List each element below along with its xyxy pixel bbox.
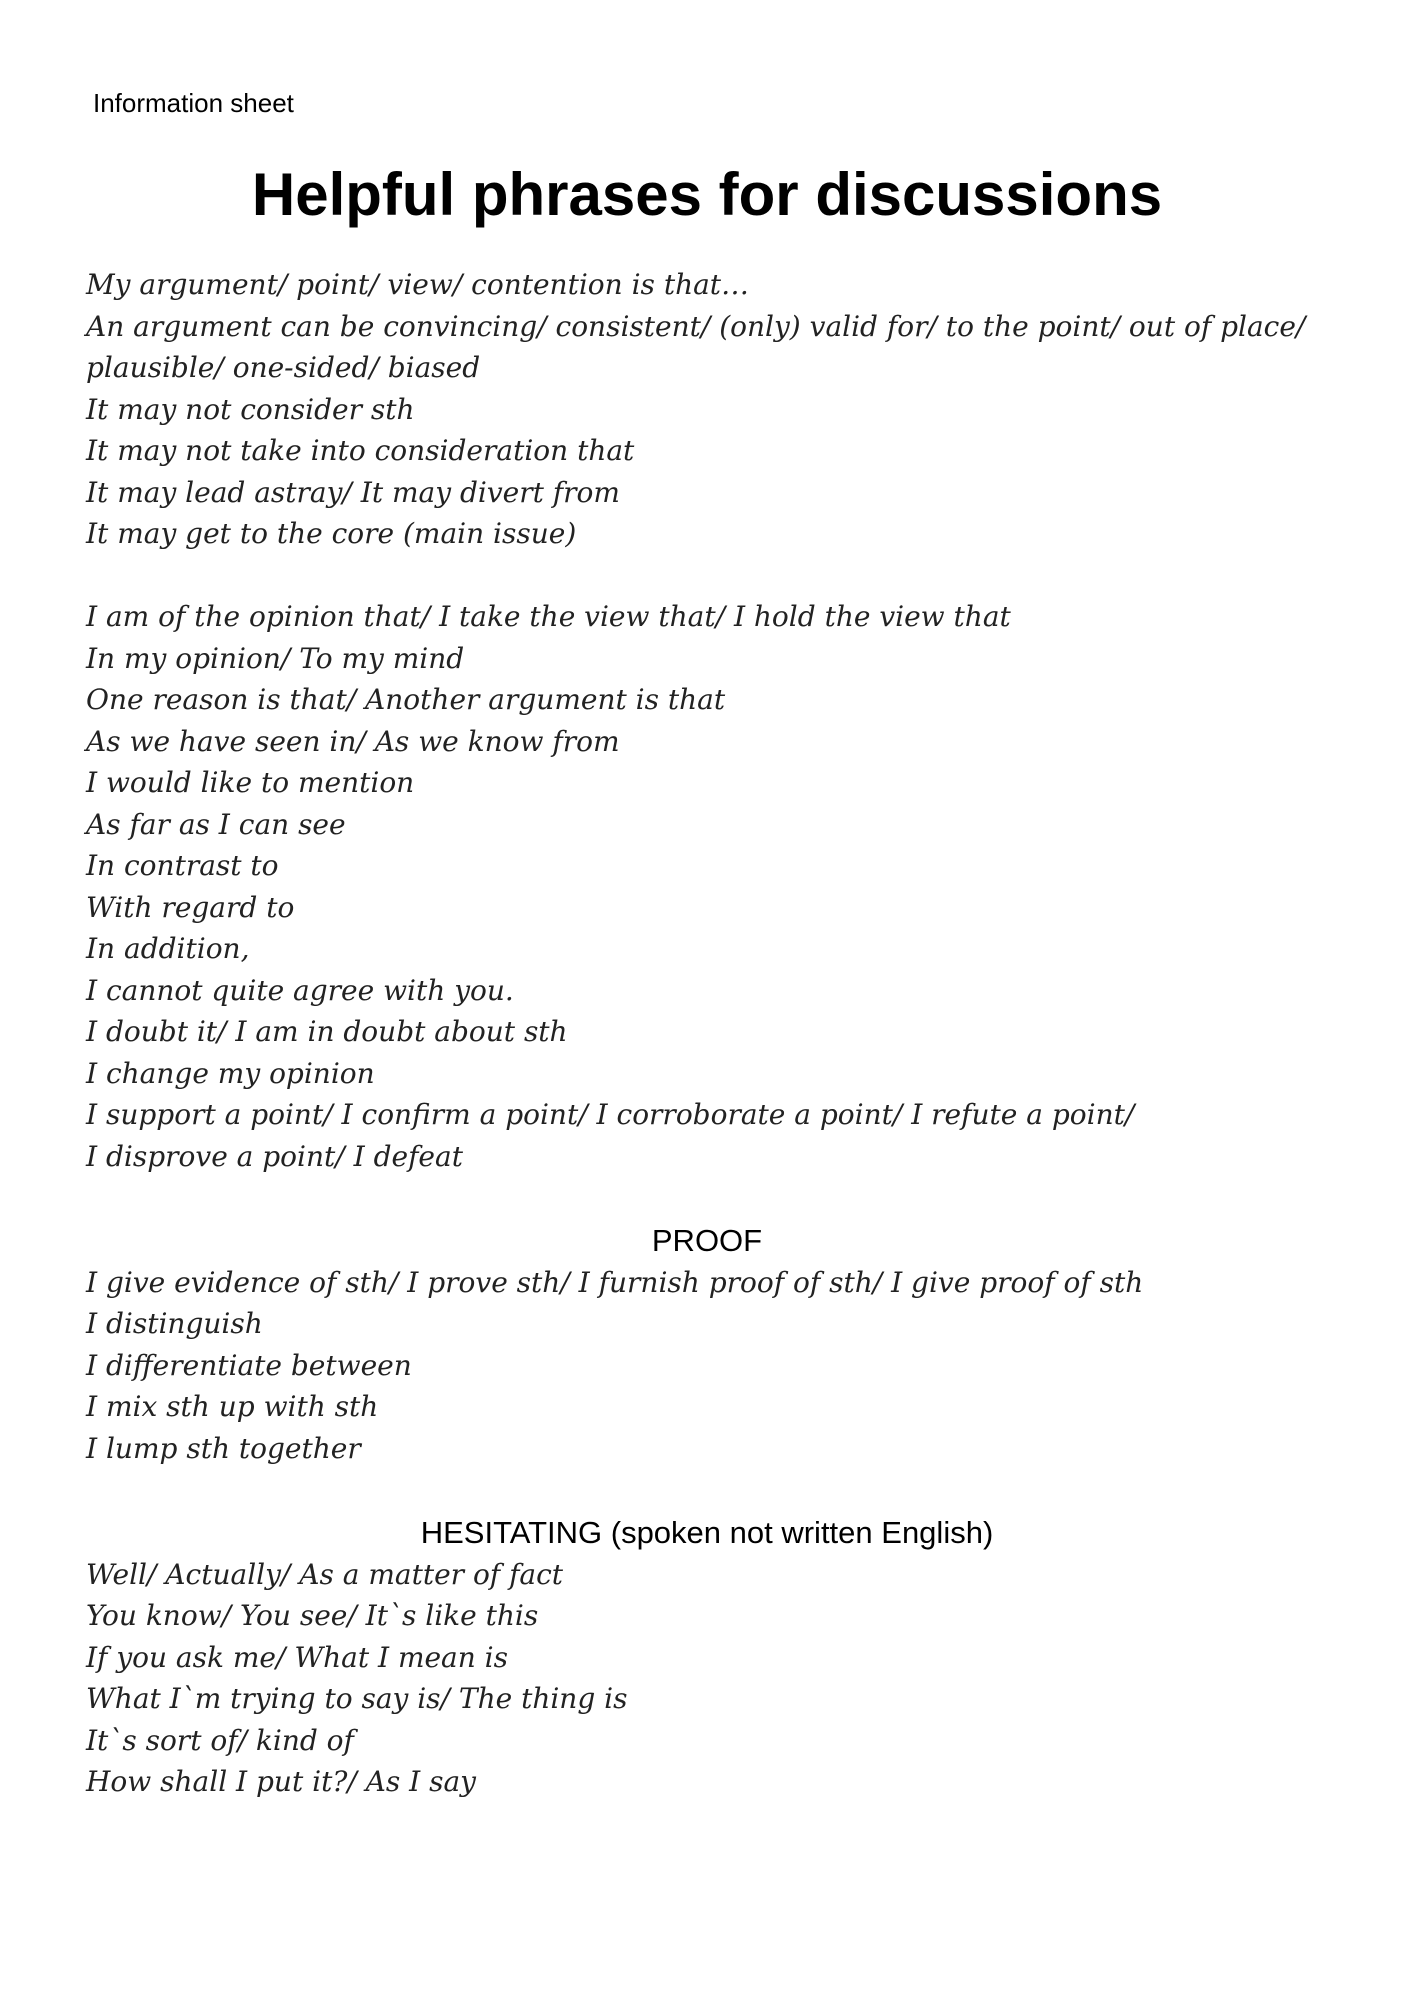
phrase-line: I cannot quite agree with you. — [86, 973, 514, 1007]
phrase-line: I mix sth up with sth — [86, 1390, 379, 1423]
phrase-line: I support a point/ I confirm a point/ I corroborate a point/ I refute a point/ — [86, 1098, 1135, 1131]
section-spacer — [86, 1469, 1346, 1511]
phrase-line: plausible/ one-sided/ biased — [86, 351, 481, 384]
phrases-body — [86, 264, 1346, 1803]
proof-heading: PROOF — [651, 1222, 763, 1258]
phrase-line: In addition, — [86, 932, 250, 965]
proof-section — [86, 1219, 1346, 1470]
phrase-line: As we have seen in/ As we know from — [86, 724, 620, 758]
phrase-line: How shall I put it?/ As I say — [86, 1765, 477, 1798]
section-spacer — [86, 555, 1346, 597]
phrase-line: I change my opinion — [86, 1056, 375, 1090]
phrase-line: I differentiate between — [86, 1348, 412, 1382]
phrase-line: I would like to mention — [86, 766, 415, 799]
argument-section — [86, 264, 1346, 555]
phrase-line: I disprove a point/ I defeat — [86, 1139, 463, 1173]
page-title: Helpful phrases for discussions — [251, 161, 1163, 228]
phrase-line: I doubt it/ I am in doubt about sth — [86, 1015, 568, 1048]
hesitating-heading: HESITATING (spoken not written English) — [420, 1514, 994, 1550]
phrase-line: As far as I can see — [86, 807, 346, 841]
phrase-line: One reason is that/ Another argument is that — [86, 683, 726, 716]
sheet-label: Information sheet — [93, 88, 294, 118]
phrase-line: If you ask me/ What I mean is — [86, 1640, 509, 1674]
phrase-line: I give evidence of sth/ I prove sth/ I furnish proof of sth/ I give proof of sth — [86, 1265, 1144, 1299]
phrase-line: It`s sort of/ kind of — [86, 1723, 354, 1757]
phrase-line: I am of the opinion that/ I take the view that/ I hold the view that — [86, 600, 1011, 633]
phrase-line: It may not take into consideration that — [86, 434, 635, 467]
phrase-line: In my opinion/ To my mind — [86, 641, 465, 675]
phrase-line: I distinguish — [86, 1307, 263, 1340]
phrase-line: An argument can be convincing/ consistent/ (only) valid for/ to the point/ out of place/ — [86, 309, 1306, 343]
phrase-line: Well/ Actually/ As a matter of fact — [86, 1557, 564, 1591]
phrase-line: It may not consider sth — [86, 392, 415, 426]
hesitating-section — [86, 1511, 1346, 1803]
phrase-line: It may get to the core (main issue) — [86, 517, 577, 550]
phrase-line: You know/ You see/ It`s like this — [86, 1599, 539, 1632]
phrase-line: It may lead astray/ It may divert from — [86, 475, 620, 509]
phrase-line: What I`m trying to say is/ The thing is — [86, 1682, 628, 1715]
phrase-line: I lump sth together — [86, 1431, 361, 1465]
opinion-section — [86, 596, 1346, 1177]
section-spacer — [86, 1177, 1346, 1219]
phrase-line: My argument/ point/ view/ contention is that… — [86, 268, 750, 301]
phrase-line: In contrast to — [86, 849, 279, 882]
phrase-line: With regard to — [86, 890, 295, 924]
